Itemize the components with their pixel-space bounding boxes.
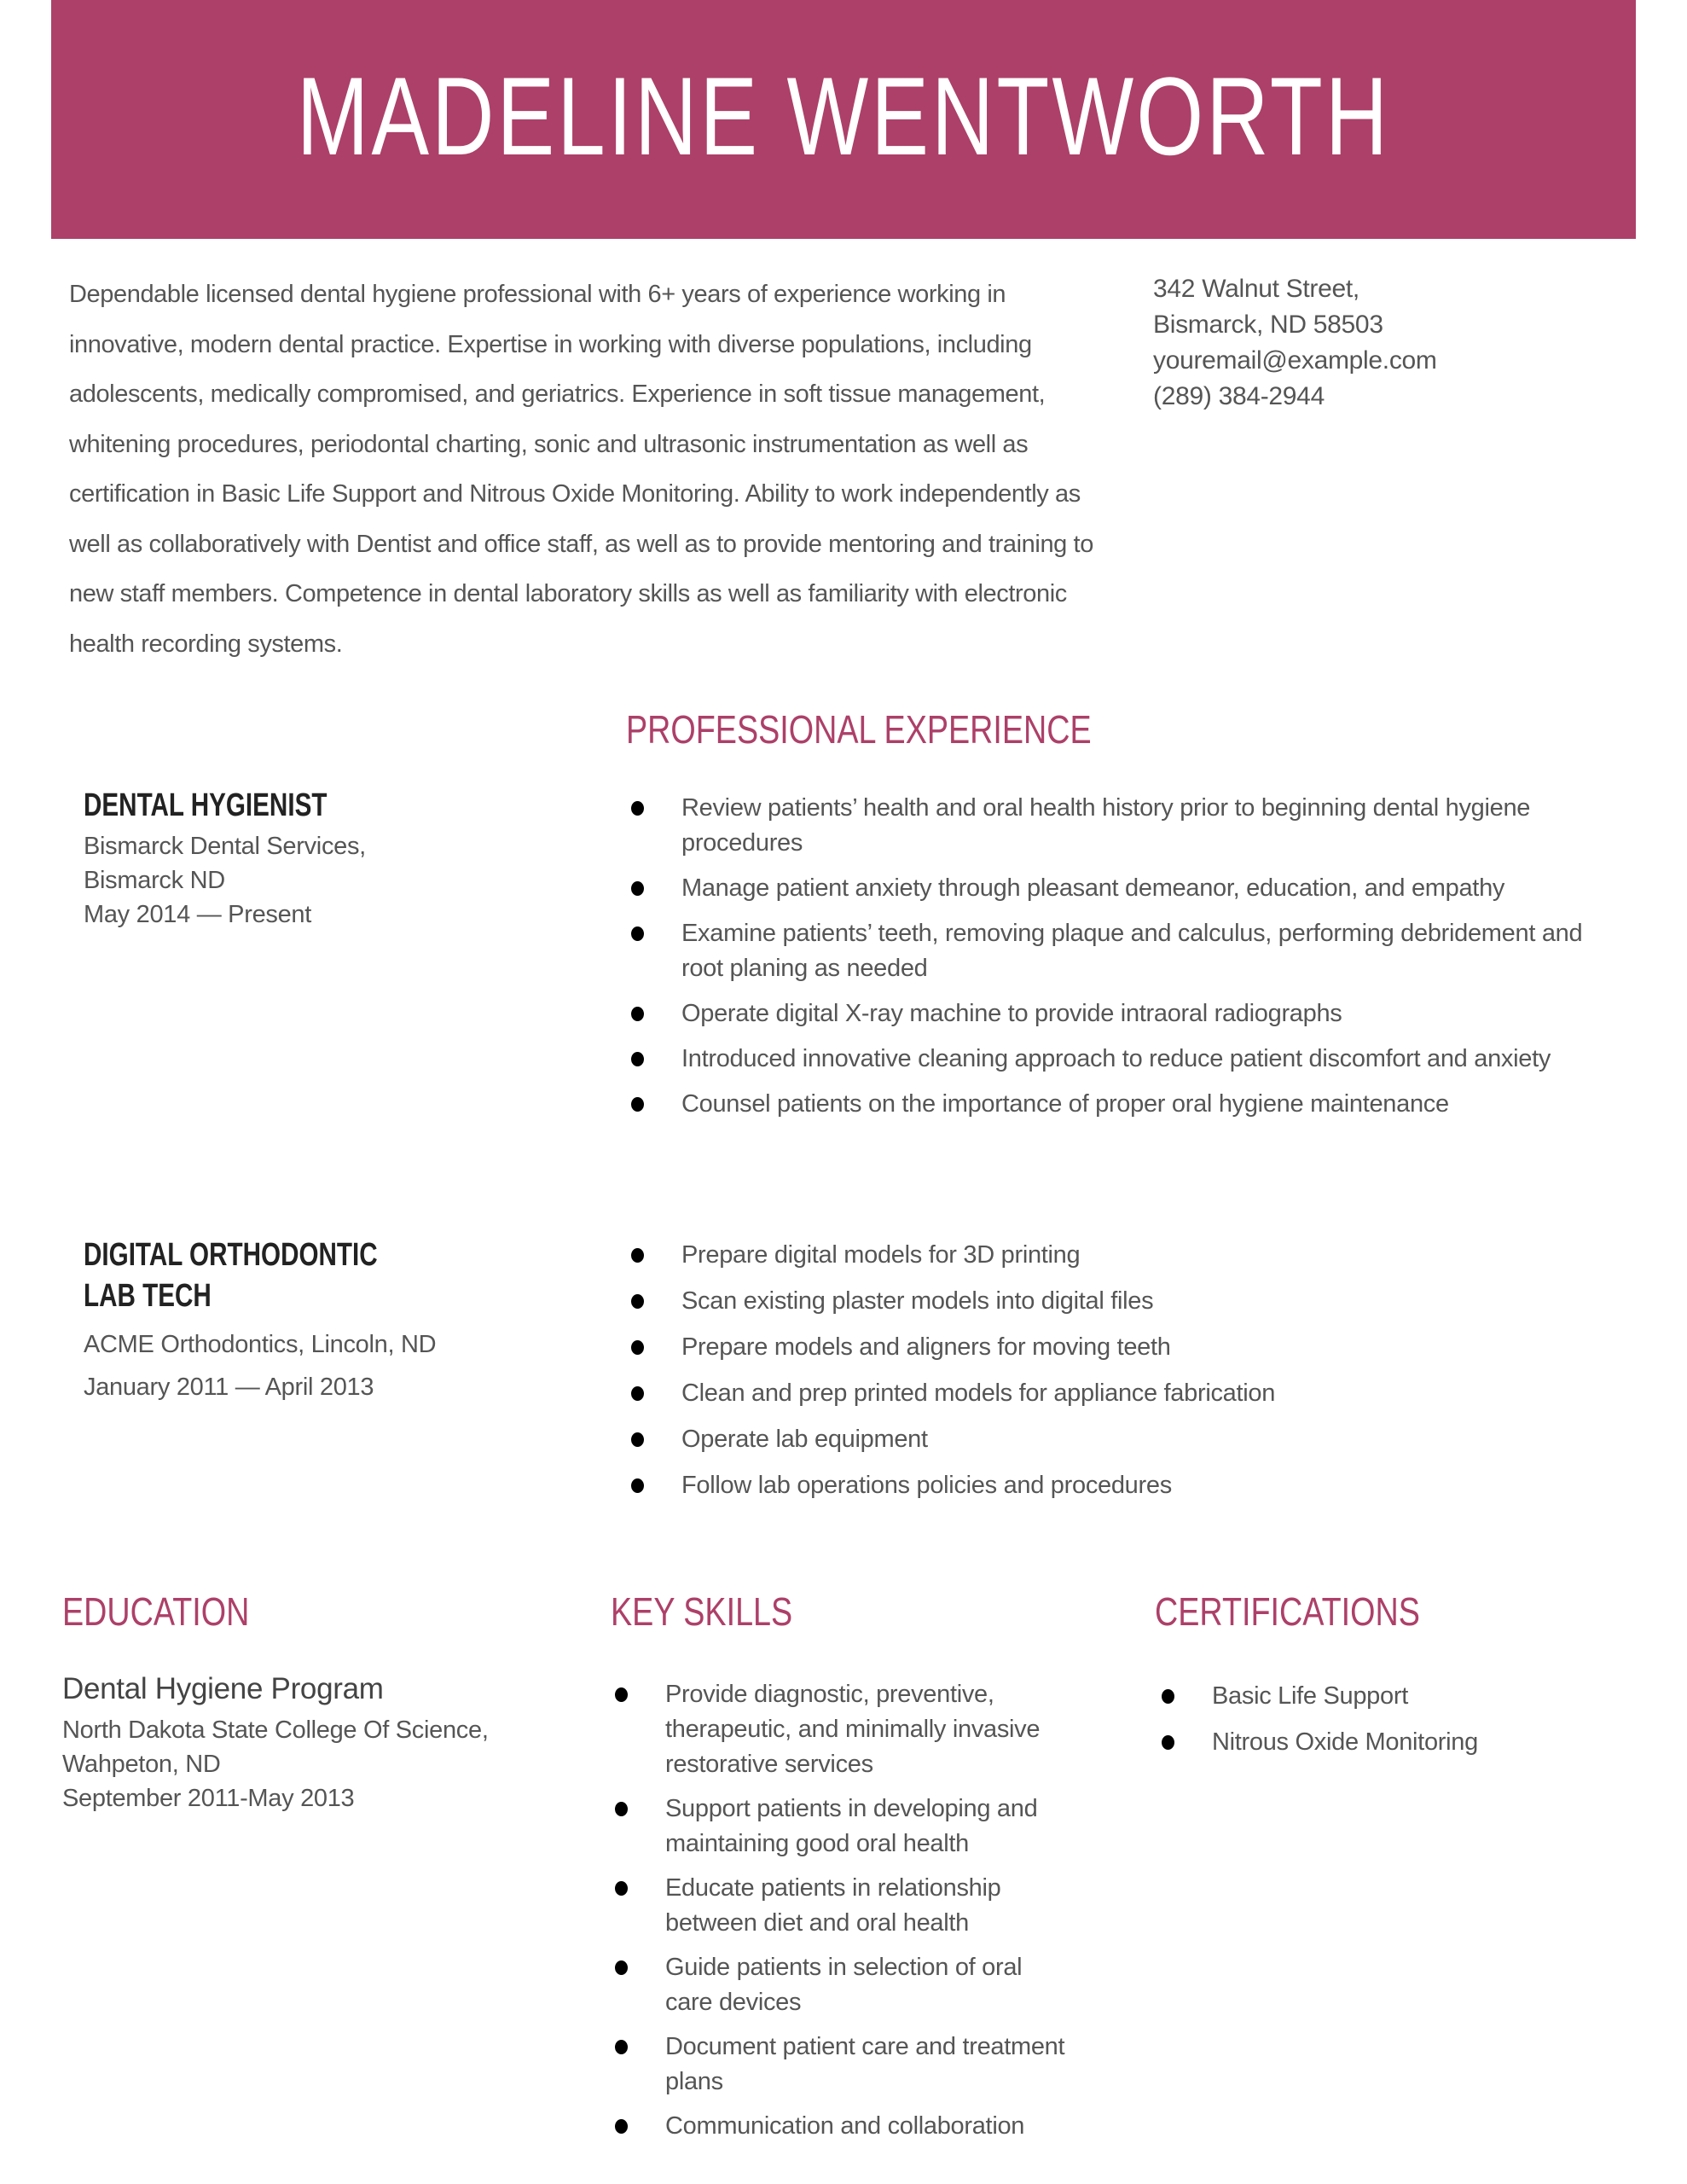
bullet-icon bbox=[631, 1007, 644, 1021]
education-program: Dental Hygiene Program bbox=[62, 1672, 384, 1705]
contact-street: 342 Walnut Street, bbox=[1153, 275, 1359, 303]
list-item: Scan existing plaster models into digital files bbox=[631, 1284, 1595, 1319]
bullet-icon bbox=[1162, 1689, 1174, 1704]
job-company: Bismarck Dental Services, bbox=[84, 833, 366, 860]
experience-heading: PROFESSIONAL EXPERIENCE bbox=[626, 707, 1092, 752]
education-entry bbox=[62, 1670, 489, 1815]
professional-summary: Dependable licensed dental hygiene professional with 6+ years of experience working in innovative, modern dental practice. Expertise in working with diverse populations, including adolescents, medically compromised, and geriatrics. Experience in soft tissue management, whitening procedures, periodontal charting, sonic and ultrasonic instrumentation as well as certification in Basic Life Support and Nitrous Oxide Monitoring. Ability to work independently as well as collaboratively with Dentist and office staff, as well as to provide mentoring and training to new staff members. Competence in dental laboratory skills as well as familiarity with electronic health recording systems. bbox=[69, 281, 1093, 658]
list-item: Prepare models and aligners for moving teeth bbox=[631, 1330, 1595, 1365]
job-dates: May 2014 — Present bbox=[84, 901, 312, 928]
list-item: Prepare digital models for 3D printing bbox=[631, 1238, 1595, 1273]
job-location: Bismarck ND bbox=[84, 867, 225, 894]
list-item: Nitrous Oxide Monitoring bbox=[1162, 1725, 1639, 1760]
bullet-icon bbox=[631, 1294, 644, 1309]
list-item: Support patients in developing and maintaining good oral health bbox=[615, 1792, 1075, 1862]
list-item: Clean and prep printed models for appliance fabrication bbox=[631, 1376, 1595, 1411]
bullet-icon bbox=[615, 1687, 628, 1702]
list-item: Review patients’ health and oral health history prior to beginning dental hygiene procedures bbox=[631, 791, 1595, 861]
bullet-icon bbox=[615, 1802, 628, 1816]
job-2-info bbox=[84, 1234, 461, 1409]
list-item: Educate patients in relationship between diet and oral health bbox=[615, 1871, 1075, 1941]
job-title: DENTAL HYGIENIST bbox=[84, 787, 328, 823]
contact-email[interactable]: youremail@example.com bbox=[1153, 346, 1437, 375]
bullet-icon bbox=[631, 1432, 644, 1447]
list-item: Follow lab operations policies and procedures bbox=[631, 1468, 1595, 1503]
job-title-line-2: LAB TECH bbox=[84, 1278, 212, 1314]
job-dates: January 2011 — April 2013 bbox=[84, 1374, 374, 1401]
list-item: Operate digital X-ray machine to provide intraoral radiographs bbox=[631, 996, 1595, 1031]
skills-list bbox=[615, 1677, 1075, 2153]
list-item: Operate lab equipment bbox=[631, 1422, 1595, 1457]
bullet-icon bbox=[631, 1248, 644, 1263]
list-item: Counsel patients on the importance of proper oral hygiene maintenance bbox=[631, 1087, 1595, 1122]
list-item: Introduced innovative cleaning approach to reduce patient discomfort and anxiety bbox=[631, 1042, 1595, 1077]
bullet-icon bbox=[631, 926, 644, 941]
list-item: Communication and collaboration bbox=[615, 2109, 1075, 2144]
bullet-icon bbox=[631, 1478, 644, 1493]
bullet-icon bbox=[631, 1097, 644, 1112]
candidate-name: MADELINE WENTWORTH bbox=[296, 54, 1391, 178]
bullet-icon bbox=[615, 2119, 628, 2134]
job-company: ACME Orthodontics, Lincoln, ND bbox=[84, 1331, 437, 1358]
bullet-icon bbox=[615, 1960, 628, 1975]
job-1-info bbox=[84, 785, 396, 932]
bullet-icon bbox=[631, 881, 644, 896]
education-school: North Dakota State College Of Science, bbox=[62, 1716, 489, 1744]
bullet-icon bbox=[615, 1881, 628, 1896]
list-item: Guide patients in selection of oral care devices bbox=[615, 1950, 1075, 2020]
bullet-icon bbox=[631, 1340, 644, 1355]
list-item: Provide diagnostic, preventive, therapeutic, and minimally invasive restorative services bbox=[615, 1677, 1075, 1782]
contact-info bbox=[1153, 271, 1437, 415]
education-dates: September 2011-May 2013 bbox=[62, 1785, 355, 1812]
education-location: Wahpeton, ND bbox=[62, 1751, 221, 1778]
list-item: Examine patients’ teeth, removing plaque and calculus, performing debridement and root planing as needed bbox=[631, 916, 1595, 986]
job-title-line-1: DIGITAL ORTHODONTIC bbox=[84, 1237, 378, 1273]
bullet-icon bbox=[1162, 1735, 1174, 1750]
bullet-icon bbox=[631, 1386, 644, 1401]
certifications-heading: CERTIFICATIONS bbox=[1155, 1589, 1420, 1634]
list-item: Manage patient anxiety through pleasant demeanor, education, and empathy bbox=[631, 871, 1595, 906]
list-item: Basic Life Support bbox=[1162, 1679, 1639, 1714]
contact-phone: (289) 384-2944 bbox=[1153, 382, 1325, 410]
skills-heading: KEY SKILLS bbox=[611, 1589, 793, 1634]
job-1-bullets bbox=[631, 791, 1595, 1132]
name-banner bbox=[51, 0, 1636, 239]
list-item: Document patient care and treatment plans bbox=[615, 2030, 1075, 2100]
bullet-icon bbox=[615, 2040, 628, 2054]
bullet-icon bbox=[631, 801, 644, 816]
job-2-bullets bbox=[631, 1238, 1595, 1514]
certifications-list bbox=[1162, 1679, 1639, 1771]
education-heading: EDUCATION bbox=[62, 1589, 250, 1634]
contact-city: Bismarck, ND 58503 bbox=[1153, 311, 1383, 339]
bullet-icon bbox=[631, 1052, 644, 1066]
